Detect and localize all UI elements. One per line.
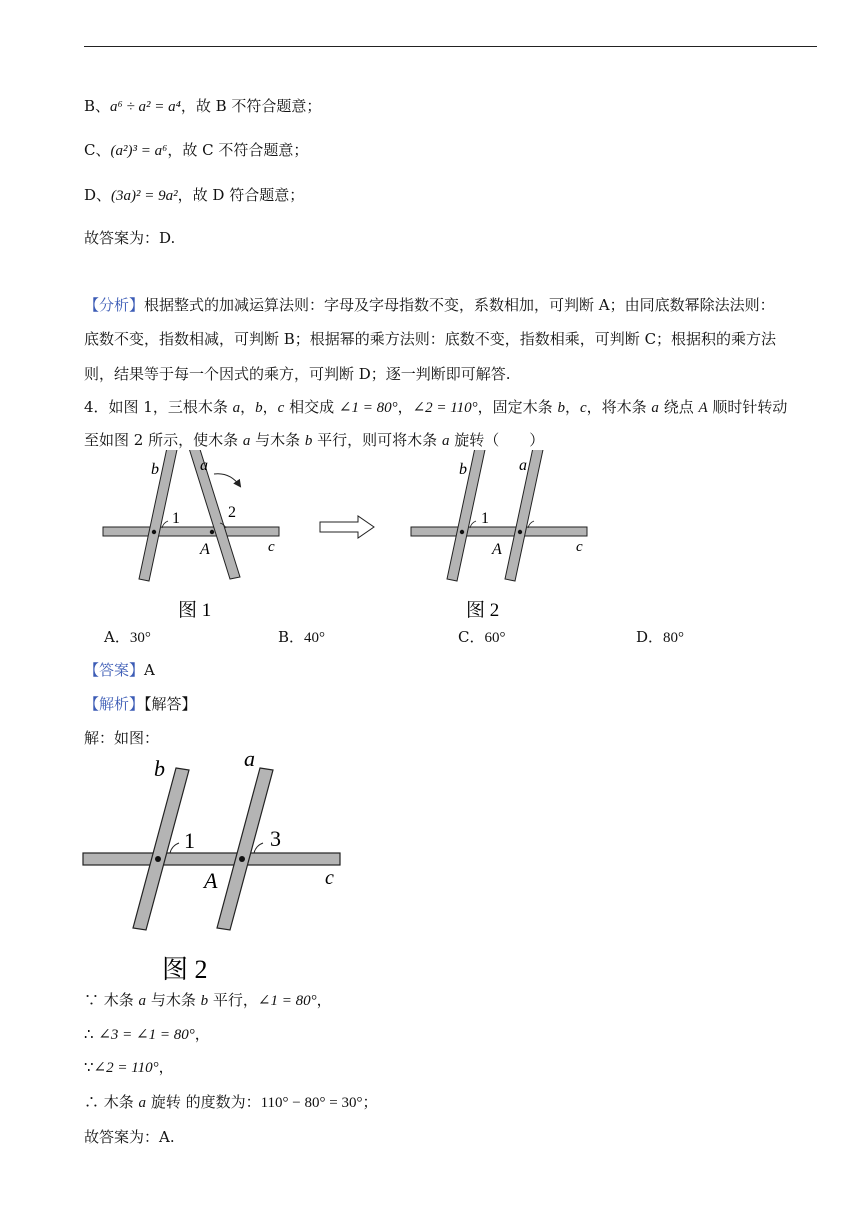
svg-text:A: A bbox=[200, 541, 210, 558]
solution-tag: 【解答】 bbox=[144, 695, 197, 713]
svg-text:2: 2 bbox=[228, 504, 236, 521]
svg-text:c: c bbox=[325, 867, 334, 889]
svg-text:1: 1 bbox=[481, 510, 489, 527]
solution-intro: 解：如图： bbox=[84, 729, 160, 747]
formula-d: (3a)² = 9a² bbox=[111, 188, 178, 204]
figure-1 bbox=[103, 450, 279, 621]
answer-line bbox=[84, 660, 155, 680]
intersection-point bbox=[152, 530, 156, 534]
angle1-value: ∠1 = 80° bbox=[338, 400, 398, 416]
svg-text:a: a bbox=[200, 457, 208, 474]
point-A bbox=[210, 530, 214, 534]
svg-text:c: c bbox=[576, 539, 583, 555]
analysis-tag-2: 【解析】 bbox=[84, 695, 145, 713]
big-figure-caption: 图 2 bbox=[162, 955, 208, 984]
stick-c bbox=[411, 527, 587, 536]
svg-text:c: c bbox=[268, 539, 275, 555]
stick-c bbox=[83, 853, 340, 865]
angle2-value: ∠2 = 110° bbox=[412, 400, 478, 416]
formula-b: a⁶ ÷ a² = a⁴ bbox=[110, 99, 181, 115]
svg-text:a: a bbox=[519, 457, 527, 474]
choice-a: A．30° bbox=[104, 628, 151, 646]
svg-text:3: 3 bbox=[270, 826, 281, 851]
option-b-line: B、a⁶ ÷ a² = a⁴，故 B 不符合题意； bbox=[84, 97, 322, 115]
analysis-line-1: 【分析】根据整式的加减运算法则：字母及字母指数不变，系数相加，可判断 A；由同底数幂除法法则： bbox=[84, 296, 775, 314]
svg-text:A: A bbox=[492, 541, 502, 558]
transition-arrow-icon bbox=[320, 516, 374, 538]
svg-text:b: b bbox=[459, 461, 467, 478]
final-answer: 故答案为：A. bbox=[84, 1128, 175, 1146]
analysis-line-2: 底数不变，指数相减，可判断 B；根据幂的乘方法则：底数不变，指数相乘，可判断 C；根据积的乘方法 bbox=[84, 330, 777, 348]
svg-text:A: A bbox=[204, 868, 218, 893]
stick-a bbox=[217, 768, 273, 930]
answer-tag: 【答案】 bbox=[84, 661, 145, 679]
question-line-1: 4．如图 1，三根木条 a，b，c 相交成 ∠1 = 80°，∠2 = 110°，固定木条 b，c，将木条 a 绕点 A 顺时针转动 bbox=[84, 398, 788, 416]
solution-figure bbox=[0, 748, 420, 988]
analysis-line-3: 则，结果等于每一个因式的乘方，可判断 D；逐一判断即可解答. bbox=[84, 365, 511, 383]
choice-c: C．60° bbox=[458, 628, 506, 646]
intersection-point bbox=[155, 856, 161, 862]
option-d-line: D、(3a)² = 9a²，故 D 符合题意； bbox=[84, 186, 305, 204]
question-figures bbox=[0, 450, 868, 630]
answer-value: A bbox=[144, 661, 155, 679]
step-2: ∴ ∠3 = ∠1 = 80°， bbox=[84, 1025, 210, 1043]
point-A bbox=[239, 856, 245, 862]
solution-tags bbox=[84, 694, 197, 714]
svg-text:a: a bbox=[244, 748, 255, 771]
rotation-arrow bbox=[214, 474, 240, 486]
choice-d: D．80° bbox=[636, 628, 685, 646]
choice-b: B．40° bbox=[278, 628, 326, 646]
svg-text:1: 1 bbox=[172, 510, 180, 527]
question-line-2: 至如图 2 所示，使木条 a 与木条 b 平行，则可将木条 a 旋转（ ） bbox=[84, 431, 545, 449]
header-rule bbox=[84, 46, 817, 47]
step-3: ∵∠2 = 110°， bbox=[84, 1058, 174, 1076]
answer-line-d: 故答案为：D. bbox=[84, 229, 176, 247]
svg-text:1: 1 bbox=[184, 828, 195, 853]
formula-c: (a²)³ = a⁶ bbox=[110, 143, 168, 159]
stick-c bbox=[103, 527, 279, 536]
analysis-tag: 【分析】 bbox=[84, 296, 145, 314]
figure-2 bbox=[411, 450, 587, 621]
figure-1-caption: 图 1 bbox=[178, 600, 212, 621]
step-1: ∵ 木条 a 与木条 b 平行，∠1 = 80°， bbox=[84, 991, 332, 1009]
svg-text:b: b bbox=[154, 756, 165, 781]
svg-text:b: b bbox=[151, 461, 159, 478]
step-4: ∴ 木条 a 旋转 的度数为：110° − 80° = 30°； bbox=[84, 1093, 378, 1111]
figure-2-caption: 图 2 bbox=[466, 600, 500, 621]
point-A bbox=[518, 530, 522, 534]
option-c-line: C、(a²)³ = a⁶，故 C 不符合题意； bbox=[84, 141, 309, 159]
stick-b bbox=[133, 768, 189, 930]
